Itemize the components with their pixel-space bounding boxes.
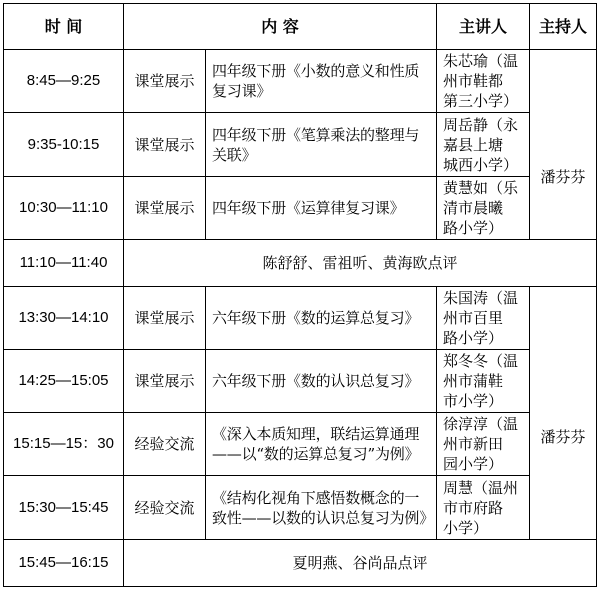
- header-speaker-label: 主讲人: [458, 16, 507, 36]
- speaker-line: 周岳静（永: [443, 115, 519, 134]
- content-line: 四年级下册《笔算乘法的整理与: [212, 125, 420, 144]
- speaker-line: 朱国涛（温: [443, 289, 519, 307]
- speaker-cell: [437, 113, 530, 177]
- speaker-line: 小学）: [443, 518, 489, 537]
- speaker-line: 州市百里: [443, 309, 504, 327]
- speaker-line: 郑冬冬（温: [443, 352, 519, 370]
- time-cell: [4, 350, 124, 413]
- time-cell: [4, 540, 124, 587]
- speaker-line: 市市府路: [443, 498, 504, 517]
- time-text: 15:45—16:15: [18, 554, 109, 571]
- header-cell-content: [124, 4, 437, 50]
- review-cell: [124, 540, 597, 587]
- content-line: 六年级下册《数的认识总复习》: [212, 372, 420, 390]
- session-type: 课堂展示: [134, 199, 195, 217]
- time-text: 8:45—9:25: [26, 72, 101, 89]
- content-cell: [206, 413, 437, 476]
- content-line: ——以“数的运算总复习”为例》: [212, 445, 420, 463]
- content-line: 关联》: [212, 145, 257, 164]
- speaker-line: 路小学）: [443, 219, 504, 237]
- host-cell: [530, 287, 597, 540]
- header-host-label: 主持人: [538, 16, 587, 36]
- host-name: 潘芬芬: [540, 168, 586, 186]
- speaker-line: 园小学）: [443, 455, 504, 473]
- type-cell: [124, 413, 206, 476]
- speaker-cell: [437, 177, 530, 240]
- speaker-line: 城西小学）: [443, 155, 519, 174]
- time-text: 10:30—11:10: [19, 199, 108, 216]
- time-cell: [4, 240, 124, 287]
- content-cell: [206, 50, 437, 113]
- time-text: 15:30—15:45: [18, 498, 109, 516]
- host-name: 潘芬芬: [540, 428, 586, 446]
- session-type: 课堂展示: [134, 372, 195, 390]
- header-cell-host: [530, 4, 597, 50]
- content-line: 四年级下册《小数的意义和性质: [212, 62, 420, 80]
- review-text: 夏明燕、谷尚品点评: [292, 554, 428, 572]
- header-cell-speaker: [437, 4, 530, 50]
- speaker-line: 第三小学）: [443, 92, 519, 110]
- review-cell: [124, 240, 597, 287]
- content-line: 《结构化视角下感悟数概念的一: [212, 488, 420, 507]
- time-text: 14:25—15:05: [18, 372, 109, 389]
- time-text: 13:30—14:10: [18, 309, 109, 326]
- content-cell: [206, 113, 437, 177]
- content-line: 四年级下册《运算律复习课》: [212, 199, 405, 217]
- content-line: 《深入本质知理，联结运算通理: [212, 425, 420, 443]
- speaker-line: 路小学）: [443, 329, 504, 347]
- speaker-cell: [437, 413, 530, 476]
- time-text: 15:15—15：30: [13, 435, 114, 452]
- content-cell: [206, 287, 437, 350]
- content-line: 复习课》: [212, 82, 272, 100]
- time-text: 9:35-10:15: [27, 135, 100, 153]
- type-cell: [124, 476, 206, 540]
- session-type: 课堂展示: [134, 309, 195, 327]
- session-type: 经验交流: [134, 498, 195, 517]
- speaker-cell: [437, 350, 530, 413]
- content-line: 致性——以数的认识总复习为例》: [212, 508, 435, 527]
- time-cell: [4, 413, 124, 476]
- speaker-line: 清市晨曦: [443, 199, 504, 217]
- header-content-label: 内 容: [261, 16, 299, 36]
- speaker-cell: [437, 476, 530, 540]
- type-cell: [124, 50, 206, 113]
- header-time-label: 时 间: [44, 16, 83, 36]
- session-type: 课堂展示: [134, 72, 195, 90]
- speaker-cell: [437, 50, 530, 113]
- time-cell: [4, 177, 124, 240]
- speaker-line: 市小学）: [443, 392, 504, 410]
- time-cell: [4, 287, 124, 350]
- session-type: 经验交流: [134, 435, 195, 453]
- speaker-line: 州市新田: [443, 435, 504, 453]
- type-cell: [124, 350, 206, 413]
- speaker-line: 周慧（温州: [443, 478, 519, 497]
- review-text: 陈舒舒、雷祖听、黄海欧点评: [262, 254, 458, 272]
- content-cell: [206, 476, 437, 540]
- time-cell: [4, 50, 124, 113]
- content-cell: [206, 350, 437, 413]
- speaker-line: 黄慧如（乐: [443, 179, 519, 197]
- type-cell: [124, 287, 206, 350]
- time-cell: [4, 476, 124, 540]
- type-cell: [124, 113, 206, 177]
- time-text: 11:10—11:40: [19, 254, 108, 271]
- content-cell: [206, 177, 437, 240]
- speaker-cell: [437, 287, 530, 350]
- type-cell: [124, 177, 206, 240]
- host-cell: [530, 50, 597, 240]
- header-cell-time: [4, 4, 124, 50]
- time-cell: [4, 113, 124, 177]
- speaker-line: 嘉县上塘: [443, 135, 504, 154]
- speaker-line: 徐淳淳（温: [443, 415, 519, 433]
- session-type: 课堂展示: [134, 135, 195, 154]
- speaker-line: 州市蒲鞋: [443, 372, 504, 390]
- speaker-line: 朱芯瑜（温: [443, 52, 519, 70]
- content-line: 六年级下册《数的运算总复习》: [212, 309, 420, 327]
- schedule-table: [3, 3, 597, 587]
- speaker-line: 州市鞋都: [443, 72, 504, 90]
